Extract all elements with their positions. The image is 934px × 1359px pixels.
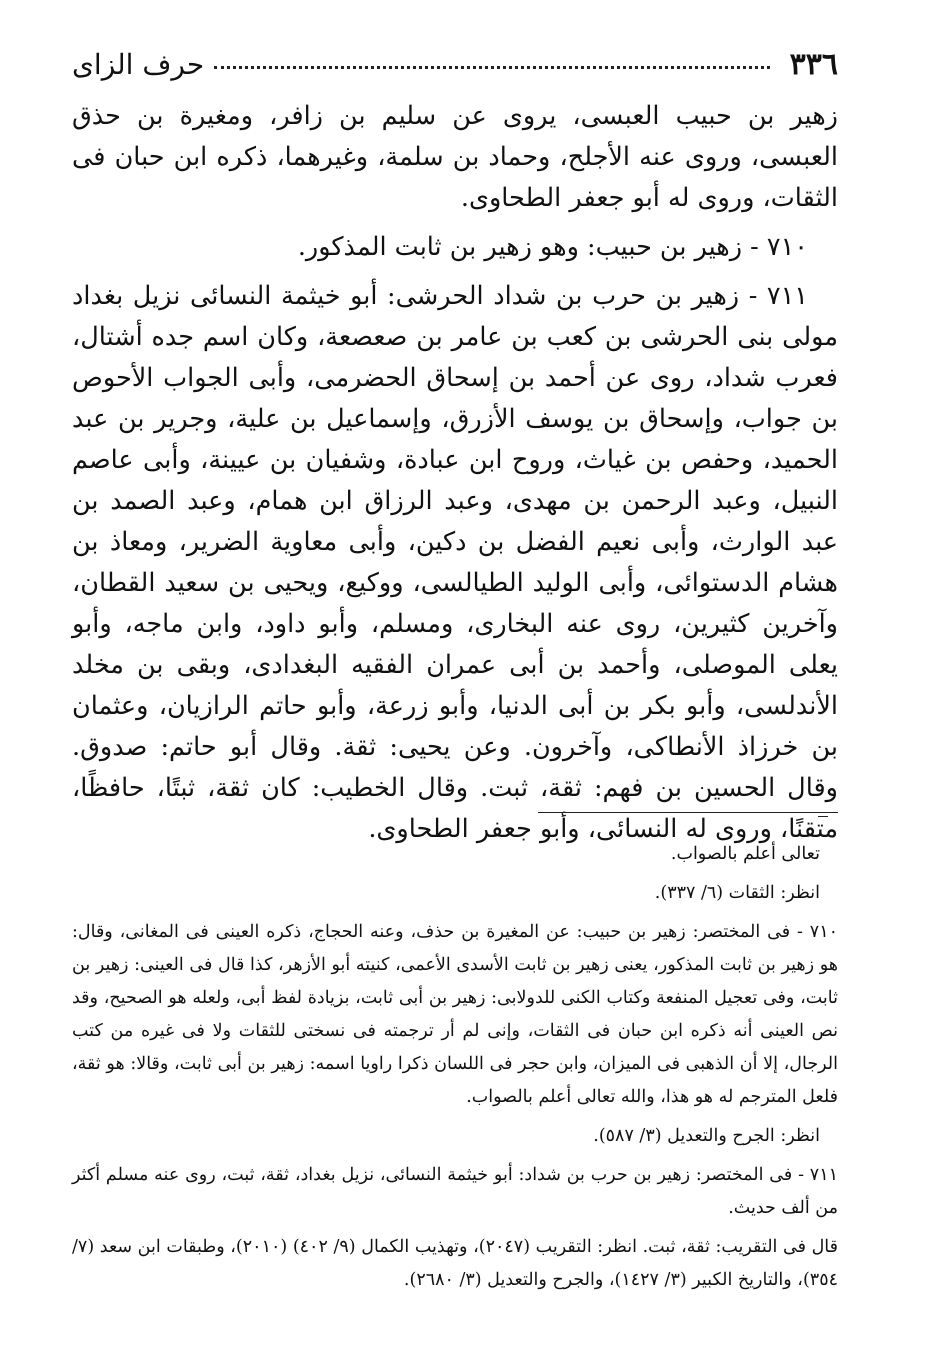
- footnote-711-ref: قال فى التقريب: ثقة، ثبت. انظر: التقريب (٢٠٤٧)، وتهذيب الكمال (٩/ ٤٠٢) (٢٠١٠)، وطبقات ابن سعد (٧/ ٣٥٤)، والتاريخ الكبير (٣/ ١٤٢٧)، والجرح والتعديل (٣/ ٢٦٨٠).: [72, 1237, 838, 1290]
- entry-710: ٧١٠ - زهير بن حبيب: وهو زهير بن ثابت المذكور.: [297, 232, 808, 262]
- page-header: [72, 44, 838, 84]
- entry-711: ٧١١ - زهير بن حرب بن شداد الحرشى: أبو خيثمة النسائى نزيل بغداد مولى بنى الحرشى بن كعب بن عامر بن صعصعة، وكان اسم جده أشتال، فعرب شداد، روى عن أحمد بن إسحاق الحضرمى، وأبى الجواب الأحوص بن جواب، وإسحاق بن يوسف الأزرق، وإسماعيل بن علية، وجرير بن عبد الحميد، وحفص بن غياث، وروح ابن عبادة، وشفيان بن عيينة، وأبى عاصم النبيل، وعبد الرحمن بن مهدى، وعبد الرزاق ابن همام، وعبد الصمد بن عبد الوارث، وأبى نعيم الفضل بن دكين، وأبى معاوية الضرير، ومعاذ بن هشام الدستوائى، وأبى الوليد الطيالسى، ووكيع، ويحيى بن سعيد القطان، وآخرين كثيرين، روى عنه البخارى، ومسلم، وأبو داود، وابن ماجه، وأبو يعلى الموصلى، وأحمد بن أبى عمران الفقيه البغدادى، وبقى بن مخلد الأندلسى، وأبو بكر بن أبى الدنيا، وأبو زرعة، وأبو حاتم الرازيان، وعثمان بن خرزاذ الأنطاكى، وآخرون. وعن يحيى: ثقة. وقال أبو حاتم: صدوق. وقال الحسين بن فهم: ثقة، ثبت. وقال الخطيب: كان ثقة، ثبتًا، حافظًا، متقنًا، وروى له النسائى، وأبو جعفر الطحاوى.: [72, 281, 838, 844]
- footnote-divider-mark: [818, 816, 828, 817]
- entry-continuation: زهير بن حبيب العبسى، يروى عن سليم بن زافر، ومغيرة بن حذق العبسى، وروى عنه الأجلح، وحماد بن سلمة، وغيرهما، ذكره ابن حبان فى الثقات، وروى له أبو جعفر الطحاوى.: [72, 101, 838, 213]
- footnotes: [72, 838, 838, 1303]
- footnote-710-ref: انظر: الجرح والتعديل (٣/ ٥٨٧).: [593, 1126, 820, 1146]
- page-number: ٣٣٦: [789, 46, 838, 82]
- footnote-prev-ref: انظر: الثقات (٦/ ٣٣٧).: [654, 883, 820, 903]
- footnote-711: ٧١١ - فى المختصر: زهير بن حرب بن شداد: أبو خيثمة النسائى، نزيل بغداد، ثقة، ثبت، روى عنه مسلم أكثر من ألف حديث.: [72, 1165, 838, 1218]
- main-text: [72, 96, 838, 858]
- footnote-prev-end: تعالى أعلم بالصواب.: [670, 844, 820, 864]
- header-dotted-leader: [214, 66, 770, 69]
- footnote-divider: [538, 812, 838, 813]
- footnote-710: ٧١٠ - فى المختصر: زهير بن حبيب: عن المغيرة بن حذف، وعنه الحجاج، ذكره العينى فى المغانى، وقال: هو زهير بن ثابت المذكور، يعنى زهير بن ثابت الأسدى الأعمى، كنيته أبو الأزهر، كذا قال فى العينى: زهير بن ثابت، وفى تعجيل المنفعة وكتاب الكنى للدولابى: زهير بن أبى ثابت، بزيادة لفظ أبى، ولعله هو الصحيح، وقد نص العينى أنه ذكره ابن حبان فى الثقات، وإنى لم أر ترجمته فى نسختى للثقات ولا فى غيره من كتب الرجال، إلا أن الذهبى فى الميزان، وابن حجر فى اللسان ذكرا راويا اسمه: زهير بن أبى ثابت، وقالا: هو ثقة، فلعل المترجم له هو هذا، والله تعالى أعلم بالصواب.: [72, 922, 838, 1107]
- running-title: حرف الزاى: [72, 47, 205, 81]
